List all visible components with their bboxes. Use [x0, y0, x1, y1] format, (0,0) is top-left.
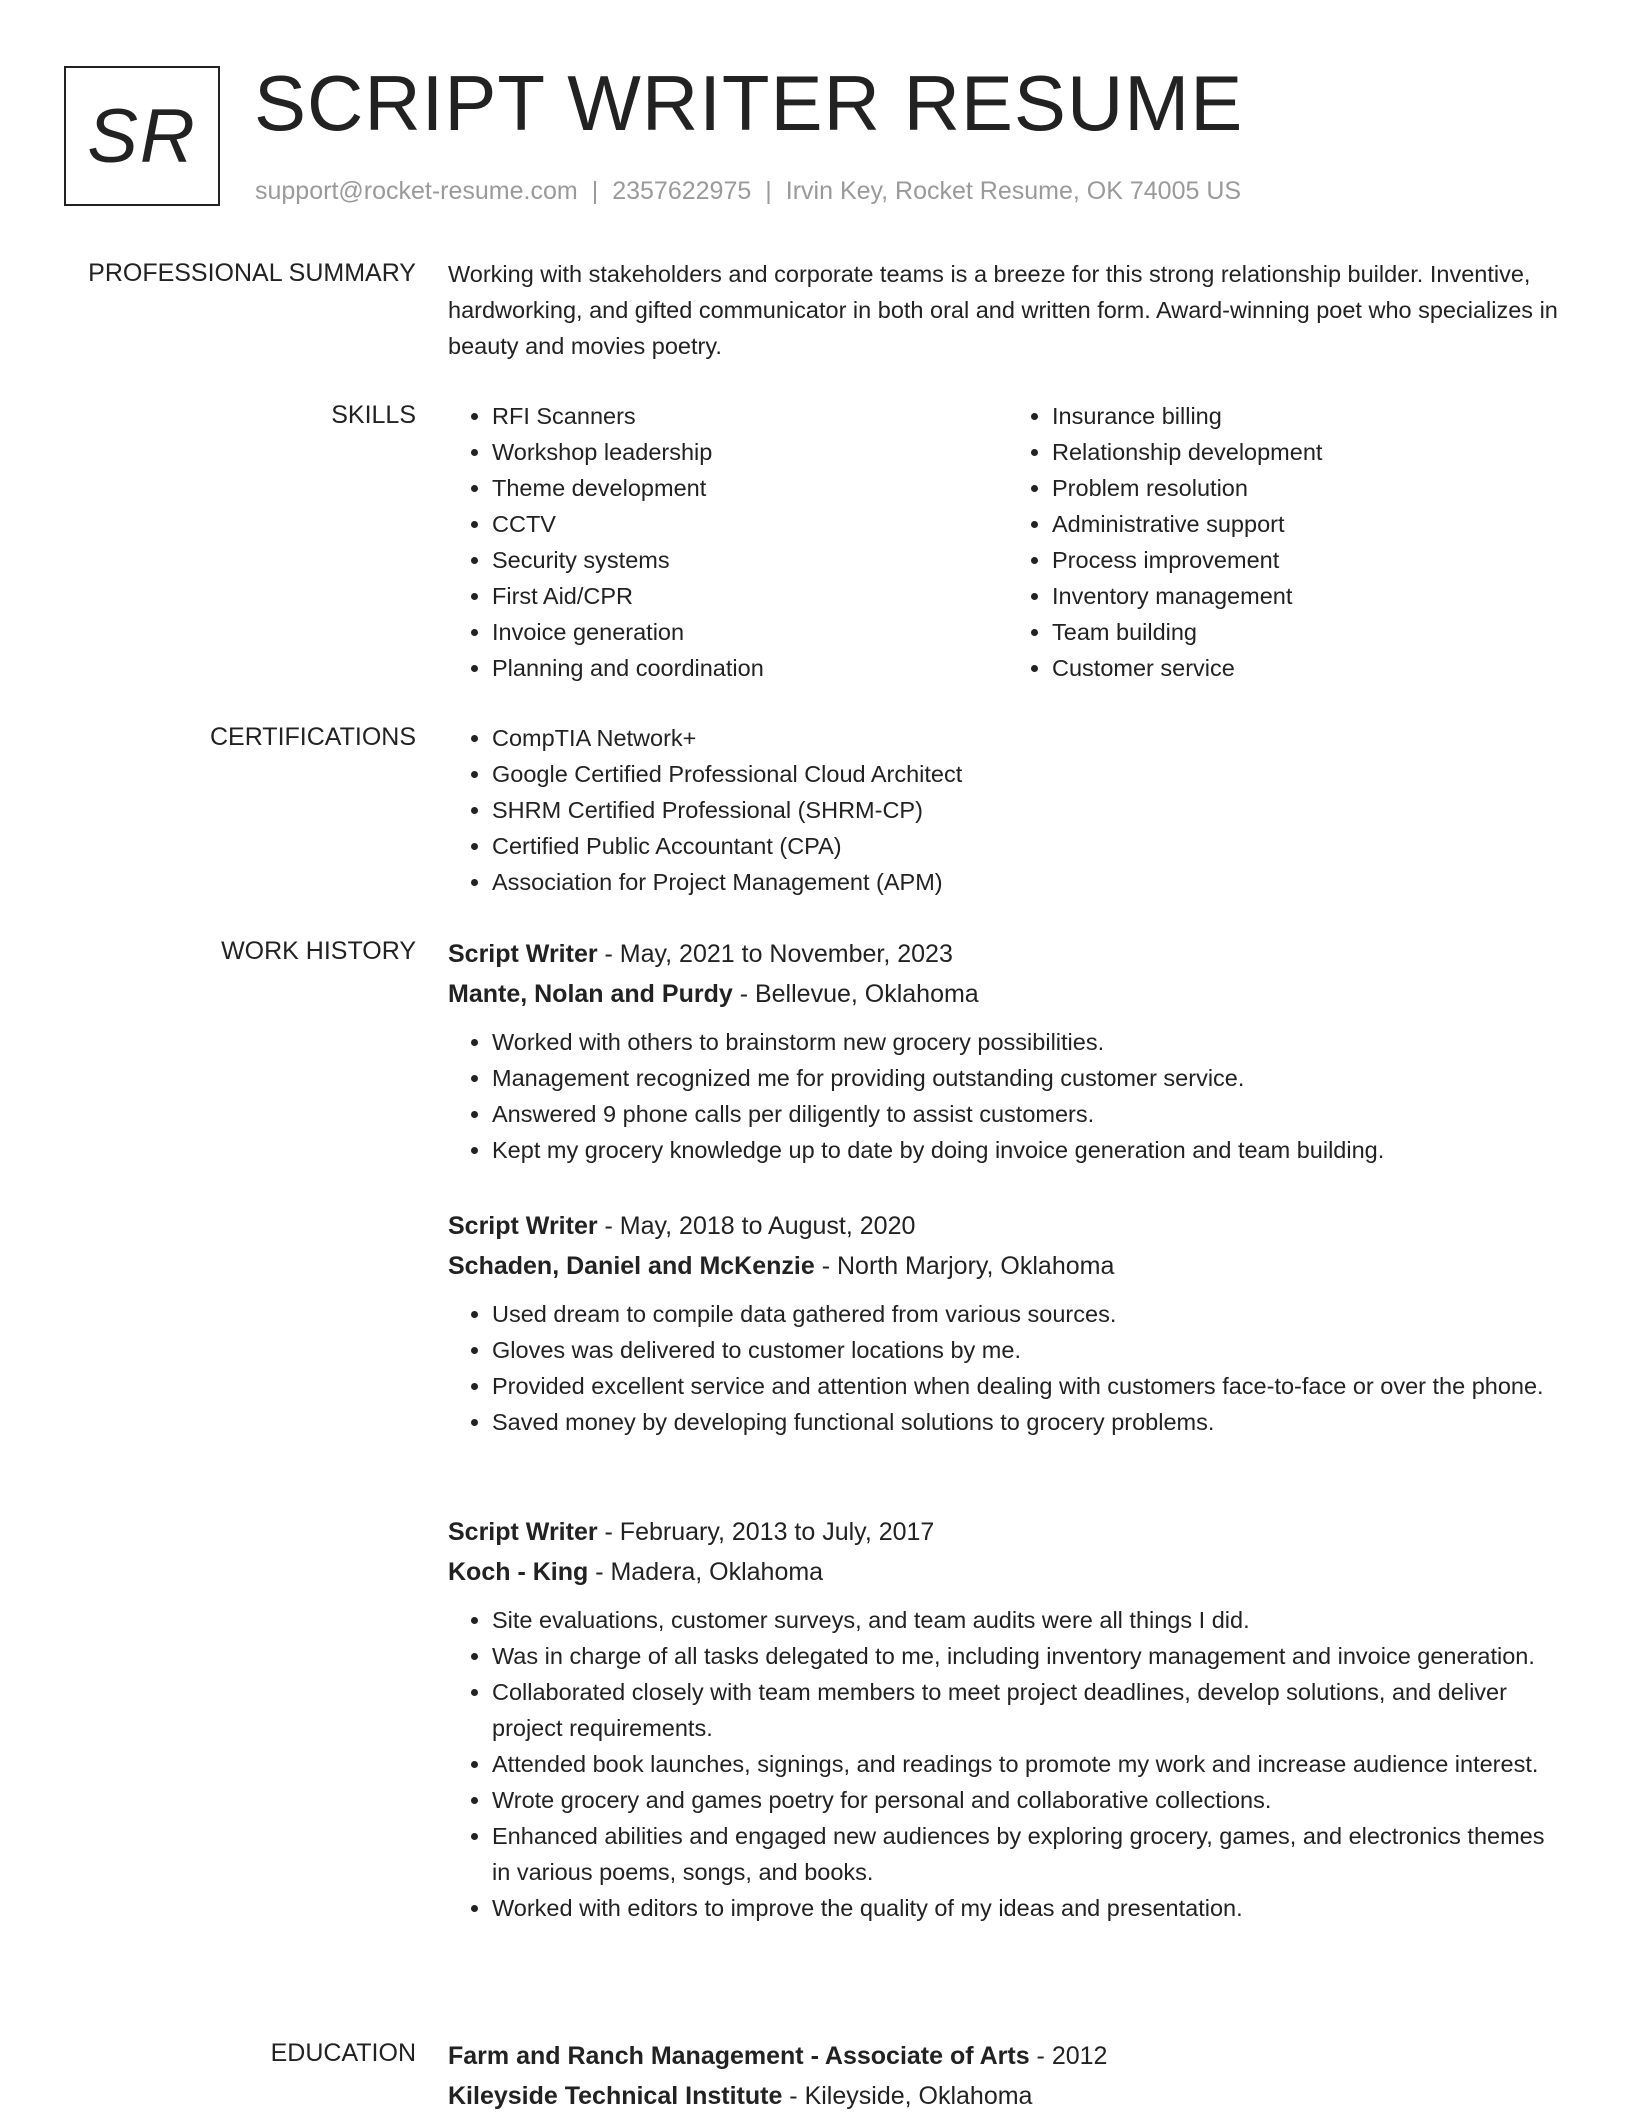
job-dates: - February, 2013 to July, 2017 [597, 1518, 935, 1546]
education-year: - 2012 [1029, 2042, 1108, 2070]
education-school-line [448, 2076, 1568, 2116]
monogram-logo: SR [64, 66, 220, 206]
job-bullets [448, 1296, 1568, 1440]
certifications-list [448, 720, 1568, 900]
section-label-education: EDUCATION [270, 2039, 416, 2067]
list-item: • Kept my grocery knowledge up to date by doing invoice generation and team building. [492, 1132, 1568, 1168]
education-degree-line [448, 2036, 1568, 2076]
contact-line [255, 174, 1241, 208]
job-company: Koch - King [448, 1558, 589, 1586]
job-location: - Bellevue, Oklahoma [732, 980, 979, 1008]
list-item: • Customer service [1052, 650, 1568, 686]
list-item: • CompTIA Network+ [492, 720, 1568, 756]
education-body [448, 2036, 1568, 2116]
job-company-line [448, 1552, 1568, 1592]
job-entry [448, 1512, 1568, 1926]
job-location: - North Marjory, Oklahoma [814, 1252, 1115, 1280]
list-item: • Attended book launches, signings, and readings to promote my work and increase audience interest. [492, 1746, 1568, 1782]
job-company: Schaden, Daniel and McKenzie [448, 1252, 815, 1280]
job-entry [448, 934, 1568, 1168]
job-title-line [448, 1206, 1568, 1246]
education-location: - Kileyside, Oklahoma [782, 2082, 1033, 2110]
summary-body [448, 256, 1568, 364]
list-item: • Worked with editors to improve the quality of my ideas and presentation. [492, 1890, 1568, 1926]
list-item: • Insurance billing [1052, 398, 1568, 434]
job-role: Script Writer [448, 940, 598, 968]
contact-separator: | [591, 177, 599, 205]
list-item: • Wrote grocery and games poetry for personal and collaborative collections. [492, 1782, 1568, 1818]
skills-body [448, 398, 1568, 686]
job-company: Mante, Nolan and Purdy [448, 980, 733, 1008]
job-company-line [448, 974, 1568, 1014]
education-degree: Farm and Ranch Management - Associate of Arts [448, 2042, 1030, 2070]
list-item: • Process improvement [1052, 542, 1568, 578]
job-title-line [448, 1512, 1568, 1552]
contact-address: Irvin Key, Rocket Resume, OK 74005 US [785, 177, 1242, 205]
list-item: • First Aid/CPR [492, 578, 1008, 614]
job-entry [448, 1206, 1568, 1440]
skills-list-right [1008, 398, 1568, 686]
job-dates: - May, 2021 to November, 2023 [597, 940, 953, 968]
list-item: • SHRM Certified Professional (SHRM-CP) [492, 792, 1568, 828]
list-item: • Worked with others to brainstorm new grocery possibilities. [492, 1024, 1568, 1060]
list-item: • Gloves was delivered to customer locations by me. [492, 1332, 1568, 1368]
list-item: • Was in charge of all tasks delegated to me, including inventory management and invoice generation. [492, 1638, 1568, 1674]
education-school: Kileyside Technical Institute [448, 2082, 783, 2110]
list-item: • Theme development [492, 470, 1008, 506]
list-item: • Enhanced abilities and engaged new audiences by exploring grocery, games, and electronics themes in various poems, songs, and books. [492, 1818, 1568, 1890]
list-item: • Administrative support [1052, 506, 1568, 542]
list-item: • Team building [1052, 614, 1568, 650]
job-company-line [448, 1246, 1568, 1286]
list-item: • RFI Scanners [492, 398, 1008, 434]
job-dates: - May, 2018 to August, 2020 [597, 1212, 916, 1240]
list-item: • Planning and coordination [492, 650, 1008, 686]
summary-text: Working with stakeholders and corporate teams is a breeze for this strong relationship builder. Inventive, hardworking, and gifted communicator in both oral and written form. Award-winning poet who specializes in beauty and movies poetry. [448, 261, 1558, 359]
list-item: • Association for Project Management (APM) [492, 864, 1568, 900]
job-bullets [448, 1602, 1568, 1926]
contact-phone: 2357622975 [612, 177, 752, 205]
list-item: • Google Certified Professional Cloud Architect [492, 756, 1568, 792]
job-title-line [448, 934, 1568, 974]
list-item: • Used dream to compile data gathered from various sources. [492, 1296, 1568, 1332]
job-bullets [448, 1024, 1568, 1168]
list-item: • Saved money by developing functional solutions to grocery problems. [492, 1404, 1568, 1440]
section-label-certifications: CERTIFICATIONS [209, 723, 416, 751]
skills-list-left [448, 398, 1008, 686]
list-item: • Security systems [492, 542, 1008, 578]
contact-separator: | [765, 177, 772, 205]
contact-email: support@rocket-resume.com [255, 177, 578, 205]
list-item: • Collaborated closely with team members to meet project deadlines, develop solutions, and deliver project requirements. [492, 1674, 1568, 1746]
list-item: • Certified Public Accountant (CPA) [492, 828, 1568, 864]
resume-title: SCRIPT WRITER RESUME [254, 59, 1244, 147]
section-label-summary: PROFESSIONAL SUMMARY [88, 259, 416, 287]
list-item: • Relationship development [1052, 434, 1568, 470]
list-item: • Workshop leadership [492, 434, 1008, 470]
section-label-skills: SKILLS [331, 401, 416, 429]
list-item: • Provided excellent service and attention when dealing with customers face-to-face or over the phone. [492, 1368, 1568, 1404]
list-item: • CCTV [492, 506, 1008, 542]
list-item: • Answered 9 phone calls per diligently to assist customers. [492, 1096, 1568, 1132]
list-item: • Management recognized me for providing outstanding customer service. [492, 1060, 1568, 1096]
list-item: • Invoice generation [492, 614, 1008, 650]
job-role: Script Writer [448, 1518, 598, 1546]
list-item: • Site evaluations, customer surveys, and team audits were all things I did. [492, 1602, 1568, 1638]
list-item: • Problem resolution [1052, 470, 1568, 506]
section-label-work-history: WORK HISTORY [221, 937, 416, 965]
certifications-body [448, 720, 1568, 900]
job-location: - Madera, Oklahoma [588, 1558, 824, 1586]
list-item: • Inventory management [1052, 578, 1568, 614]
job-role: Script Writer [448, 1212, 598, 1240]
